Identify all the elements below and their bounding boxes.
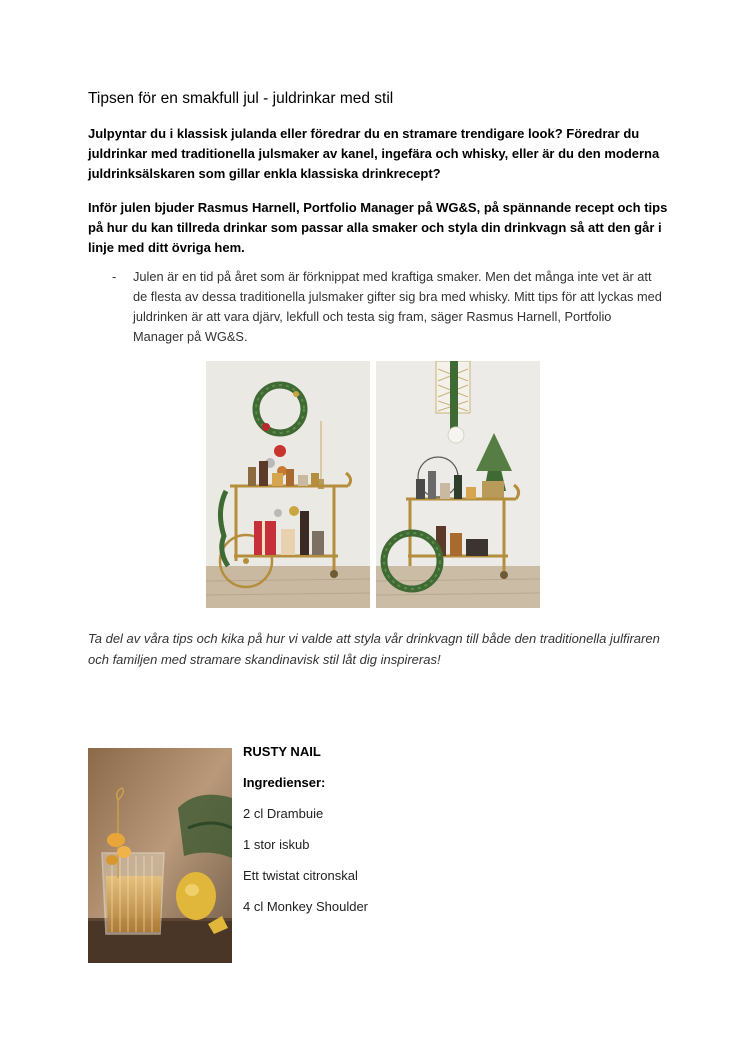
photo-rusty-nail-drink <box>88 748 232 963</box>
image-caption: Ta del av våra tips och kika på hur vi valde att styla vår drinkvagn till både den traditionella julfiraren och familjen med stramare skandinavisk stil låt dig inspireras! <box>88 631 660 667</box>
ingredient-item: 1 stor iskub <box>243 837 310 852</box>
list-dash: - <box>112 269 117 284</box>
drink-glass-illustration <box>88 748 232 963</box>
lead-paragraph-2: Inför julen bjuder Rasmus Harnell, Portfolio Manager på WG&S, på spännande recept och tips på hur du kan tillreda drinkar som passar alla smaker och styla din drinkvagn så att den går i linje med ditt övriga hem. <box>88 200 668 255</box>
photo-traditional-drink-cart <box>206 361 370 608</box>
recipe-name: RUSTY NAIL <box>243 744 321 759</box>
ingredient-item: Ett twistat citronskal <box>243 868 358 883</box>
lead-paragraph-1: Julpyntar du i klassisk julanda eller föredrar du en stramare trendigare look? Föredrar du juldrinkar med traditionella julsmaker av kanel, ingefära och whisky, eller är du den moderna juldrinksälskaren som gillar enkla klassiska drinkrecept? <box>88 126 660 181</box>
ingredient-item: 4 cl Monkey Shoulder <box>243 899 369 914</box>
recipe-block <box>243 742 368 928</box>
ingredient-item: 2 cl Drambuie <box>243 806 324 821</box>
drink-cart-illustration-1 <box>206 361 370 608</box>
drink-cart-illustration-2 <box>376 361 540 608</box>
quote-block <box>112 267 664 347</box>
ingredients-heading: Ingredienser: <box>243 775 326 790</box>
quote-text: Julen är en tid på året som är förknippat med kraftiga smaker. Men det många inte vet är att de flesta av dessa traditionella julsmaker gifter sig bra med whisky. Mitt tips för att lyckas med juldrinken är att vara djärv, lekfull och testa sig fram, säger Rasmus Harnell, Portfolio Manager på WG&S. <box>133 269 662 344</box>
article-title: Tipsen för en smakfull jul - juldrinkar med stil <box>88 90 394 107</box>
photo-scandinavian-drink-cart <box>376 361 540 608</box>
